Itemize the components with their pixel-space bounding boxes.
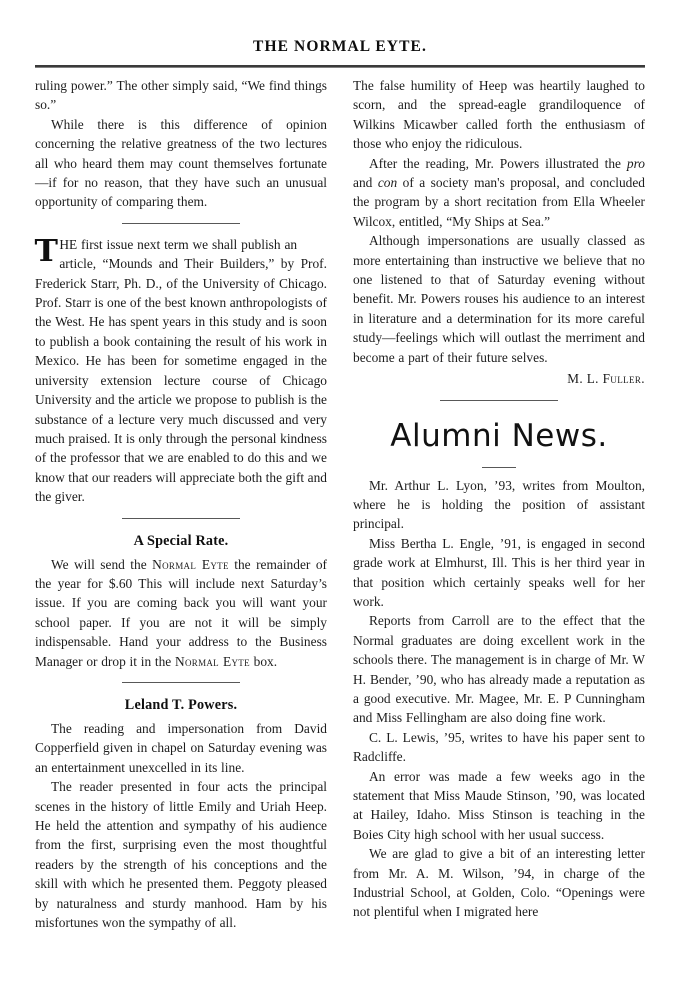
article-signature: M. L. Fuller. [567, 371, 645, 387]
alumni-item-lewis: C. L. Lewis, ’95, writes to have his paper sent to Radcliffe. [353, 729, 645, 765]
paragraph-special-rate [35, 555, 327, 671]
two-column-layout [35, 76, 645, 932]
alumni-item-engle: Miss Bertha L. Engle, ’91, is engaged in second grade work at Elmhurst, Ill. This is her third year in that position which certainly speaks well for her work. [353, 535, 645, 609]
section-divider [122, 682, 240, 683]
heading-a-special-rate: A Special Rate. [133, 532, 229, 549]
after-reading-text-1: After the reading, Mr. Powers illustrated the [369, 155, 627, 171]
dropcap-second-line: article, “Mounds and Their Builders,” by [59, 256, 295, 272]
paragraph-powers-four-acts: The reader presented in four acts the principal scenes in the history of little Emily and Uriah Heep. He held the attention and sympathy of his audience from the first, surprising even the most thoughtful readers by the strength of his conceptions and the skill with which he presented them. Peggoty pleased by naturalness and sturdy manhood. Ham by his misfortunes won the sympathy of all. [35, 779, 327, 931]
alumni-item-wilson: We are glad to give a bit of an interesting letter from Mr. A. M. Wilson, ’94, in charge of the Industrial School, at Golden, Colo. “Openings were not plentiful when I migrated here [353, 846, 645, 920]
dropcap-body-rest: Prof. Frederick Starr, Ph. D., of the University of Chicago. Prof. Starr is one of the best known anthropologists of the West. He has spent years in this study and is soon to publish a book containing the result of his work in Mexico. He has been for sometime engaged in the university extension lecture course of Chicago University and the article we propose to publish is the substance of a lecture very much discussed and very much praised. It is only through the personal kindness of the professor that we are enabled to do this and we know that our readers will appreciate both the gift and the giver. [35, 256, 327, 505]
dropcap-lead-line: HE first issue next term we shall publish an [59, 236, 298, 252]
paragraph-although-impersonations: Although impersonations are usually classed as more entertaining than instructive we believe that no one listened to that of Saturday evening without benefit. Mr. Powers rouses his audience to an interest in literature and a determination for its more careful study—feelings which will outlast the merriment and become a part of their future selves. [353, 233, 645, 365]
paragraph-ruling-power: ruling power.” The other simply said, “We find things so.” [35, 78, 327, 113]
alumni-item-lyon: Mr. Arthur L. Lyon, ’93, writes from Moulton, where he is holding the position of assistant principal. [353, 477, 645, 532]
page-title: THE NORMAL EYTE. [253, 38, 427, 55]
italic-pro: pro [626, 155, 645, 171]
masthead-name-smallcaps: Normal Eyte [152, 556, 229, 572]
section-divider-small [482, 467, 516, 468]
paragraph-powers-reading: The reading and impersonation from David Copperfield given in chapel on Saturday evening was an entertainment unexcelled in its line. [35, 720, 327, 775]
alumni-item-stinson: An error was made a few weeks ago in the statement that Miss Maude Stinson, ’90, was located at Hailey, Idaho. Miss Stinson is teaching in the Boies City high school with her usual success. [353, 768, 645, 842]
heading-alumni-news [353, 412, 645, 458]
paragraph-after-the-reading [353, 154, 645, 232]
section-divider [122, 518, 240, 519]
alumni-item-carroll: Reports from Carroll are to the effect that the Normal graduates are doing excellent work in the schools there. The management is in charge of Mr. W H. Bender, ’90, who has already made a reputation as a good executive. Mr. Magee, Mr. E. P Cunningham and Miss Fellingham are also doing fine work. [353, 613, 645, 726]
paragraph-mounds-and-their-builders [35, 235, 327, 507]
masthead-divider [35, 65, 645, 68]
after-reading-text-3: of a society man's proposal, and concluded the program by a short recitation from Ella Wheeler Wilcox, entitled, “My Ships at Sea.” [353, 175, 645, 229]
section-divider [440, 400, 558, 401]
italic-con: con [377, 175, 398, 191]
section-divider [122, 223, 240, 224]
special-rate-text-3: box. [249, 653, 278, 669]
svg-text:Alumni News.: Alumni News. [390, 417, 608, 454]
masthead-name-smallcaps-2: Normal Eyte [175, 653, 250, 669]
after-reading-text-2: and [353, 175, 378, 191]
special-rate-text-2: the remainder of the year for $.60 This will include next Saturday’s issue. If you are coming back you will want your school paper. If you are not it will be simply indispensable. Hand your address to the Business Manager or drop it in the [35, 556, 327, 669]
heading-leland-t-powers: Leland T. Powers. [124, 696, 238, 713]
special-rate-text-1: We will send the [51, 556, 153, 572]
paragraph-while-there-is: While there is this difference of opinion concerning the relative greatness of the two lectures all who heard them may count themselves fortunate—if for no reason, that they have such an unusual opportunity of comparing them. [35, 116, 327, 210]
left-column [35, 76, 327, 932]
paragraph-false-humility: The false humility of Heep was heartily laughed to scorn, and the spread-eagle grandiloquence of Wilkins Micawber called forth the enthusiasm of those who enjoy the ridiculous. [353, 78, 645, 152]
right-column [353, 76, 645, 932]
drop-cap-initial: T [34, 233, 57, 269]
